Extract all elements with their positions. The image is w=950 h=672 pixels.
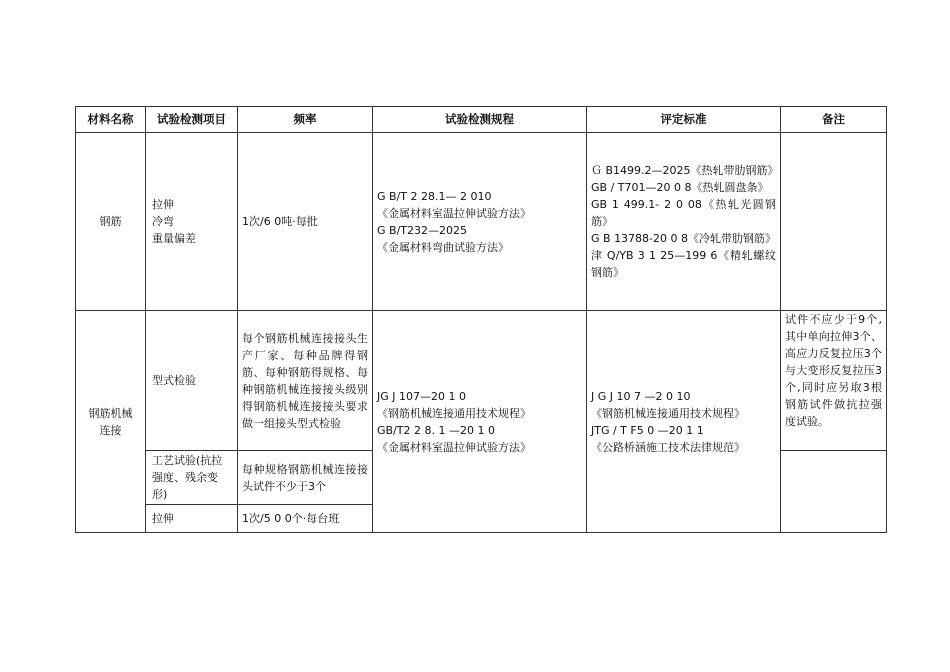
- mech-test-process-cell: 工艺试验(抗拉强度、残余变形): [146, 451, 238, 505]
- mech-material-cell: [76, 311, 146, 533]
- rebar-tests-cell: [146, 133, 238, 311]
- mech-frequency-type-cell: 每个钢筋机械连接接头生产厂家、每种品牌得钢筋、每种钢筋得规格、每种钢筋机械连接接头级别得钢筋机械连接接头要求做一组接头型式检验: [238, 311, 373, 451]
- mech-procedure-2: 《钢筋机械连接通用技术规程》: [377, 406, 531, 420]
- table-row-mech-type: [76, 311, 887, 451]
- material-test-table: [75, 106, 887, 533]
- mech-procedure-1: JG J 107—20 1 0: [377, 389, 466, 403]
- header-material-name: 材料名称: [76, 107, 146, 133]
- rebar-procedure-4: 《金属材料弯曲试验方法》: [377, 240, 509, 254]
- mech-procedure-4: 《金属材料室温拉伸试验方法》: [377, 440, 531, 454]
- mech-frequency-tensile-cell: 1次/5 0 0个·每台班: [238, 505, 373, 533]
- mech-standard-4: 《公路桥涵施工技术法律规范》: [591, 440, 745, 454]
- mech-procedure-3: GB/T2 2 8. 1 —20 1 0: [377, 423, 495, 437]
- mech-test-tensile-cell: 拉伸: [146, 505, 238, 533]
- rebar-procedures-cell: [373, 133, 587, 311]
- rebar-standard-5: 津 Q/YB 3 1 25—199 6《精轧螺纹钢筋》: [591, 249, 776, 279]
- mech-frequency-process-cell: 每种规格钢筋机械连接接头试件不少于3个: [238, 451, 373, 505]
- table-row-rebar: [76, 133, 887, 311]
- rebar-standard-4: G B 13788-20 0 8《冷轧带肋钢筋》: [591, 232, 777, 245]
- rebar-note-cell: [781, 133, 887, 311]
- rebar-frequency-cell: 1次/6 0吨·每批: [238, 133, 373, 311]
- header-note: 备注: [781, 107, 887, 133]
- mech-standard-3: JTG / T F5 0 —20 1 1: [591, 423, 704, 437]
- rebar-standard-2: GB / T701—20 0 8《热轧圆盘条》: [591, 181, 769, 194]
- mech-procedures-cell: [373, 311, 587, 533]
- mech-test-type-cell: 型式检验: [146, 311, 238, 451]
- header-procedure: 试验检测规程: [373, 107, 587, 133]
- rebar-standard-3: GB 1 499.1- 2 0 08《热轧光圆钢筋》: [591, 198, 776, 228]
- rebar-procedure-3: G B/T232—2025: [377, 223, 467, 237]
- rebar-test-tensile: 拉伸: [152, 198, 174, 211]
- mech-note-cell: 试件不应少于9个,其中单向拉伸3个、高应力反复拉压3个与大变形反复拉压3个,同时应另取3根钢筋试件做抗拉强度试验。: [781, 311, 887, 451]
- mech-material-line-1: 钢筋机械: [88, 406, 133, 420]
- mech-standard-1: J G J 10 7 —2 0 10: [591, 389, 691, 403]
- rebar-standard-1: Ｇ B1499.2—2025《热轧带肋钢筋》: [591, 164, 779, 177]
- rebar-standards-cell: [587, 133, 781, 311]
- rebar-material-cell: 钢筋: [76, 133, 146, 311]
- rebar-procedure-1: G B/T 2 28.1— 2 010: [377, 189, 492, 203]
- rebar-test-weight: 重量偏差: [152, 232, 196, 245]
- header-frequency: 频率: [238, 107, 373, 133]
- mech-standard-2: 《钢筋机械连接通用技术规程》: [591, 406, 745, 420]
- mech-standards-cell: [587, 311, 781, 533]
- mech-note-empty-cell: [781, 451, 887, 533]
- rebar-procedure-2: 《金属材料室温拉伸试验方法》: [377, 206, 531, 220]
- table-header-row: [76, 107, 887, 133]
- header-standard: 评定标准: [587, 107, 781, 133]
- header-test-item: 试验检测项目: [146, 107, 238, 133]
- rebar-test-bend: 冷弯: [152, 215, 174, 228]
- mech-material-line-2: 连接: [99, 423, 122, 437]
